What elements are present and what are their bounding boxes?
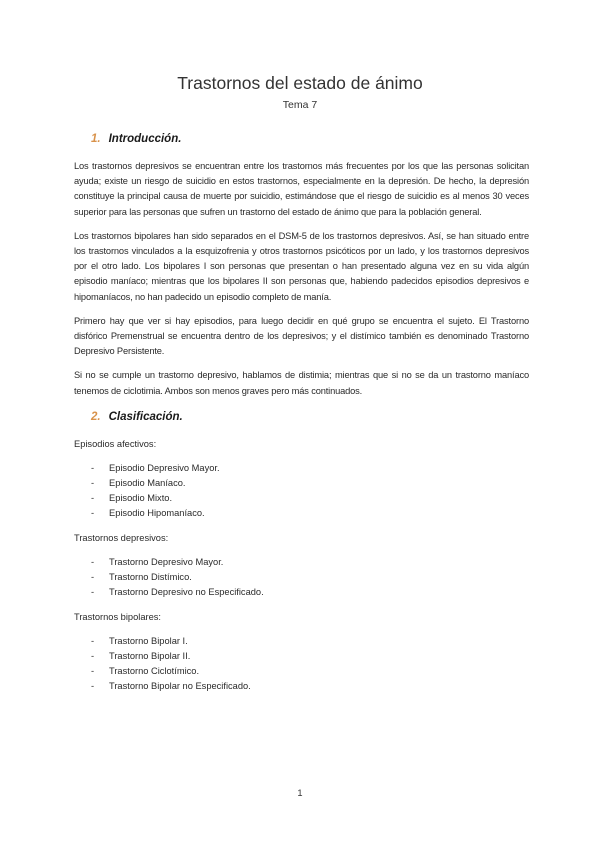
dash-bullet: - [91, 586, 95, 597]
list-depresivos [74, 555, 529, 600]
list-bipolares [74, 634, 529, 694]
list-item: - Episodio Depresivo Mayor. [91, 461, 529, 476]
document-body [74, 133, 529, 704]
page-number: 1 [297, 788, 303, 798]
section-number: 1. [91, 133, 101, 145]
list-item: - Episodio Hipomaníaco. [91, 506, 529, 521]
dash-bullet: - [91, 635, 95, 646]
dash-bullet: - [91, 571, 95, 582]
list-item: - Trastorno Bipolar I. [91, 634, 529, 649]
dash-bullet: - [91, 462, 95, 473]
list-item: - Trastorno Bipolar no Especificado. [91, 679, 529, 694]
dash-bullet: - [91, 492, 95, 503]
section-title: Introducción. [108, 133, 182, 145]
list-item: - Trastorno Bipolar II. [91, 649, 529, 664]
paragraph: Si no se cumple un trastorno depresivo, hablamos de distimia; mientras que si no se da un trastorno maníaco tenemos de ciclotimia. Ambos son menos graves pero más continuados. [74, 370, 529, 396]
dash-bullet: - [91, 650, 95, 661]
list-item: - Trastorno Depresivo Mayor. [91, 555, 529, 570]
list-item: - Trastorno Depresivo no Especificado. [91, 585, 529, 600]
list-episodios [74, 461, 529, 521]
list-item: - Trastorno Ciclotímico. [91, 664, 529, 679]
dash-bullet: - [91, 477, 95, 488]
section-heading-clasificacion [91, 411, 529, 423]
paragraph: Primero hay que ver si hay episodios, para luego decidir en qué grupo se encuentra el sujeto. El Trastorno disfórico Premenstrual se encuentra dentro de los depresivos; y el distímico también es denominado Trastorno Depresivo Persistente. [74, 315, 529, 357]
dash-bullet: - [91, 556, 95, 567]
section-number: 2. [91, 410, 101, 423]
document-title: Trastornos del estado de ánimo [177, 73, 423, 93]
paragraph: Los trastornos depresivos se encuentran entre los trastornos más frecuentes por los que las personas solicitan ayuda; existe un riesgo de suicidio en estos trastornos, especialmente en la depresión. De hecho, la depresión constituye la principal causa de muerte por suicidio, estimándose que el riesgo de suicidio es al menos 30 veces superior para las personas que sufren un trastorno del estado de ánimo que para la población general. [74, 161, 529, 217]
section-title: Clasificación. [108, 410, 183, 423]
document-subtitle: Tema 7 [282, 99, 318, 111]
section-heading-introduccion [91, 133, 529, 145]
list-item: - Episodio Maníaco. [91, 476, 529, 491]
group-label-bipolares: Trastornos bipolares: [74, 611, 161, 622]
list-item: - Episodio Mixto. [91, 491, 529, 506]
group-label-depresivos: Trastornos depresivos: [74, 532, 169, 543]
dash-bullet: - [91, 665, 95, 676]
group-label-episodios: Episodios afectivos: [74, 438, 157, 449]
dash-bullet: - [91, 680, 95, 691]
paragraph: Los trastornos bipolares han sido separados en el DSM-5 de los trastornos depresivos. Así, se han situado entre los trastornos vinculados a la esquizofrenia y otros trastornos psicóticos por un lado, y los trastornos depresivos por el otro lado. Los bipolares I son personas que presentan o han presentado alguna vez en su vida algún episodio maníaco; mientras que los bipolares II son personas que, habiendo padecidos episodios depresivos e hipomaníacos, no han padecido un episodio completo de manía. [74, 230, 529, 302]
dash-bullet: - [91, 507, 95, 518]
list-item: - Trastorno Distímico. [91, 570, 529, 585]
